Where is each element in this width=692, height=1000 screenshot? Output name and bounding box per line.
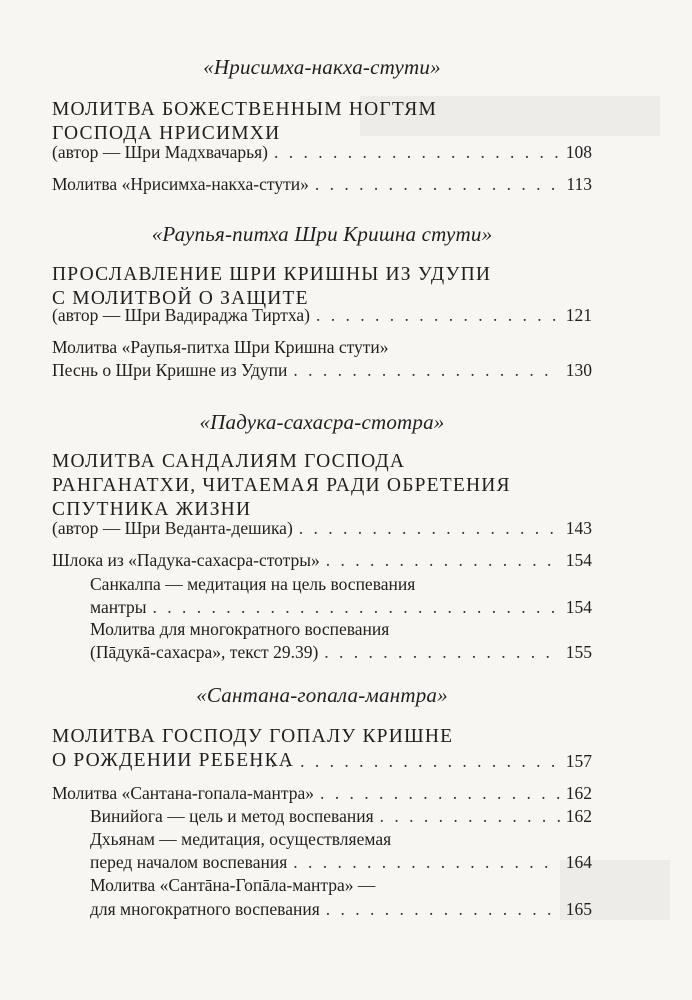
toc-entry-text: перед началом воспевания (90, 852, 288, 872)
toc-page-number: 155 (565, 642, 592, 662)
toc-entry[interactable] (90, 640, 592, 664)
section-title: «Сантана-гопала-мантра» (196, 683, 448, 707)
toc-page-number: 143 (565, 518, 592, 538)
section-title: «Падука-сахасра-стотра» (199, 410, 445, 434)
toc-heading-page-entry[interactable] (52, 749, 592, 773)
toc-entry-text: Молитва «Сантана-гопала-мантра» (52, 783, 315, 803)
toc-entry-text: мантры (90, 597, 147, 617)
toc-page-number: 154 (565, 550, 592, 570)
toc-entry[interactable] (90, 897, 592, 921)
toc-entry[interactable] (90, 595, 592, 619)
leader-dots (320, 781, 560, 805)
section-heading: ПРОСЛАВЛЕНИЕ ШРИ КРИШНЫ ИЗ УДУПИ С МОЛИТВОЙ О ЗАЩИТЕ (52, 264, 492, 309)
toc-entry[interactable] (52, 781, 592, 805)
toc-page (52, 0, 592, 1000)
leader-dots (324, 640, 559, 664)
toc-page-number: 154 (565, 597, 592, 617)
toc-entry[interactable] (52, 358, 592, 382)
leader-dots (152, 595, 559, 619)
leader-dots (299, 516, 560, 540)
toc-entry-text[interactable]: Молитва для многократного воспевания (90, 619, 390, 639)
leader-dots (316, 303, 560, 327)
section-heading: МОЛИТВА САНДАЛИЯМ ГОСПОДА РАНГАНАТХИ, ЧИТАЕМАЯ РАДИ ОБРЕТЕНИЯ СПУТНИКА ЖИЗНИ (52, 451, 511, 520)
toc-entry[interactable] (52, 140, 592, 164)
toc-entry-text: (автор — Шри Вадираджа Тиртха) (52, 305, 310, 325)
toc-entry-text[interactable]: Молитва «Сантāна-Гопāла-мантра» — (90, 875, 376, 895)
toc-page-number: 121 (565, 305, 592, 325)
leader-dots (380, 804, 560, 828)
toc-entry[interactable] (90, 804, 592, 828)
toc-entry-text: (автор — Шри Мадхвачарья) (52, 142, 268, 162)
toc-entry[interactable] (52, 548, 592, 572)
toc-entry[interactable] (52, 516, 592, 540)
toc-page-number: 108 (565, 142, 592, 162)
toc-entry-text: Молитва «Нрисимха-накха-стути» (52, 174, 309, 194)
section-heading: МОЛИТВА ГОСПОДУ ГОПАЛУ КРИШНЕ О РОЖДЕНИИ РЕБЕНКА (52, 726, 454, 771)
toc-entry-text: (Пāдукā-сахасра», текст 29.39) (90, 642, 319, 662)
leader-dots (326, 897, 560, 921)
leader-dots (274, 140, 560, 164)
toc-entry-text: Песнь о Шри Кришне из Удупи (52, 360, 288, 380)
toc-entry[interactable] (52, 172, 592, 196)
toc-page-number: 157 (565, 751, 592, 771)
leader-dots (293, 358, 559, 382)
toc-page-number: 113 (566, 174, 592, 194)
toc-entry-text: Винийога — цель и метод воспевания (90, 806, 374, 826)
toc-page-number: 162 (565, 806, 592, 826)
toc-entry-text[interactable]: Санкалпа — медитация на цель воспевания (90, 574, 416, 594)
toc-page-number: 130 (565, 360, 592, 380)
leader-dots (293, 850, 559, 874)
toc-page-number: 165 (565, 899, 592, 919)
section-title: «Раупья-питха Шри Кришна стути» (151, 222, 493, 246)
leader-dots (315, 172, 561, 196)
toc-entry[interactable] (90, 850, 592, 874)
section-title: «Нрисимха-накха-стути» (203, 55, 441, 79)
toc-entry-text[interactable]: Дхьянам — медитация, осуществляемая (90, 829, 392, 849)
toc-entry-text[interactable]: Молитва «Раупья-питха Шри Кришна стути» (52, 337, 389, 357)
toc-entry[interactable] (52, 303, 592, 327)
toc-page-number: 162 (565, 783, 592, 803)
toc-entry-text: (автор — Шри Веданта-дешика) (52, 518, 293, 538)
leader-dots (326, 548, 560, 572)
toc-entry-text: для многократного воспевания (90, 899, 320, 919)
section-heading: МОЛИТВА БОЖЕСТВЕННЫМ НОГТЯМ ГОСПОДА НРИСИМХИ (52, 99, 438, 144)
leader-dots (256, 749, 560, 773)
toc-page-number: 164 (565, 852, 592, 872)
toc-entry-text: Шлока из «Падука-сахасра-стотры» (52, 550, 320, 570)
